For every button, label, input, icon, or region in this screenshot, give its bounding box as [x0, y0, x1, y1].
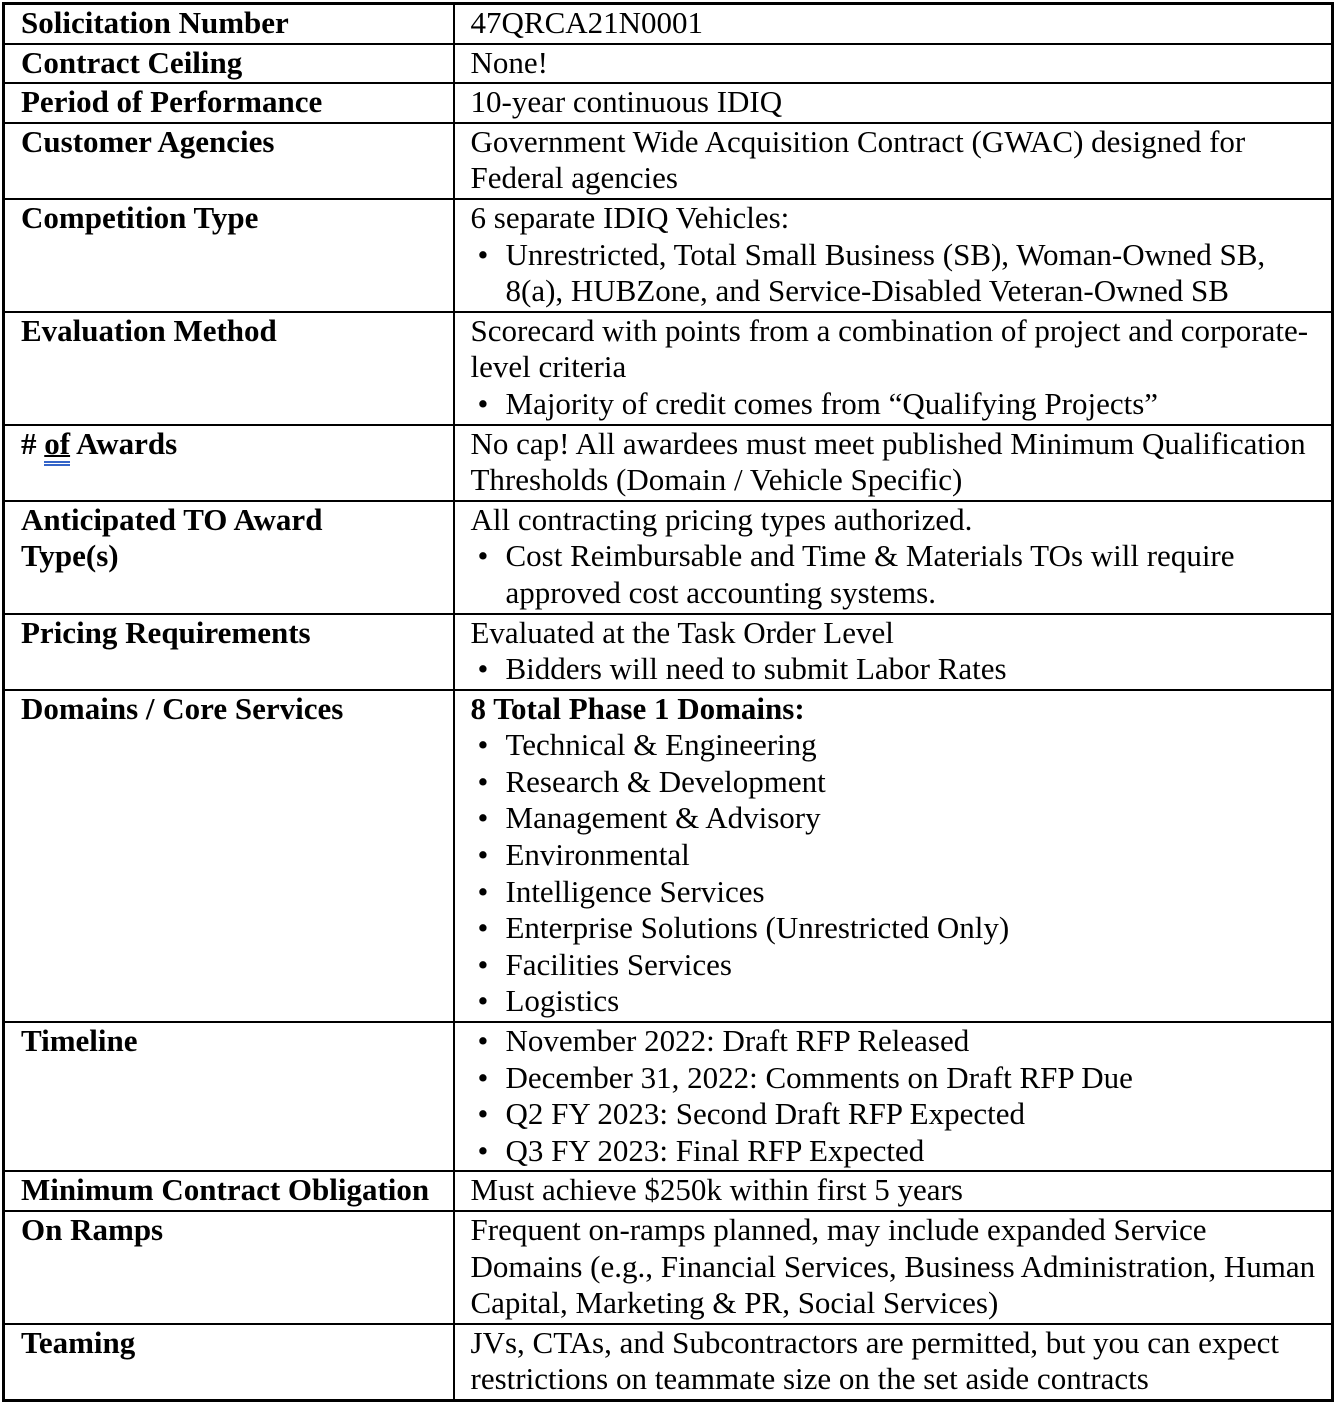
bullet-item	[471, 727, 1324, 764]
bullet-text: Bidders will need to submit Labor Rates	[505, 651, 1007, 687]
value-text: None!	[470, 44, 548, 80]
bullet-text: Cost Reimbursable and Time & Materials TOs will require approved cost accounting systems.	[505, 538, 1235, 610]
row-label-cell	[4, 501, 454, 614]
value-text: All contracting pricing types authorized.	[470, 501, 973, 537]
bullet-icon: •	[477, 538, 489, 574]
row-label-line: Pricing Requirements	[21, 614, 311, 650]
row-label-cell	[4, 1171, 454, 1211]
bullet-item	[471, 237, 1324, 310]
row-label-cell	[4, 312, 454, 425]
grammar-underlined-word: of	[44, 426, 70, 466]
value-text-bold: 8 Total Phase 1 Domains:	[470, 690, 805, 726]
row-label-line: Minimum Contract Obligation	[21, 1172, 430, 1208]
row-label-cell	[4, 1022, 454, 1171]
table-row	[4, 312, 1333, 425]
row-label-cell	[4, 199, 454, 312]
row-value-cell	[454, 312, 1333, 425]
bullet-icon: •	[477, 1132, 489, 1168]
bullet-item	[471, 910, 1324, 947]
row-value-cell	[454, 1211, 1333, 1324]
row-value-cell	[454, 690, 1333, 1022]
row-label-line: Contract Ceiling	[21, 44, 243, 80]
bullet-text: Logistics	[505, 983, 620, 1019]
bullet-icon: •	[477, 385, 489, 421]
value-text: Scorecard with points from a combination of project and corporate-level criteria	[470, 312, 1309, 385]
value-text: Government Wide Acquisition Contract (GWAC) designed for Federal agencies	[470, 123, 1246, 196]
row-label-line: Anticipated TO Award	[21, 501, 323, 537]
value-text: 47QRCA21N0001	[470, 5, 704, 40]
bullet-item	[471, 947, 1324, 984]
row-value-cell	[454, 614, 1333, 690]
table-row	[4, 1211, 1333, 1324]
row-value-cell	[454, 501, 1333, 614]
table-row	[4, 1022, 1333, 1171]
table-row	[4, 199, 1333, 312]
value-text: 6 separate IDIQ Vehicles:	[470, 199, 790, 235]
bullet-icon: •	[477, 910, 489, 946]
value-text: 10-year continuous IDIQ	[470, 84, 783, 120]
row-value-cell	[454, 199, 1333, 312]
bullet-text: Majority of credit comes from “Qualifying Projects”	[505, 385, 1159, 421]
bullet-icon: •	[477, 1023, 489, 1059]
row-value-cell	[454, 425, 1333, 501]
bullet-text: Facilities Services	[505, 946, 732, 982]
bullet-icon: •	[477, 800, 489, 836]
bullet-item	[471, 1096, 1324, 1133]
bullet-icon: •	[477, 763, 489, 799]
solicitation-table-body	[4, 4, 1333, 1401]
bullet-item	[471, 1060, 1324, 1097]
table-row	[4, 690, 1333, 1022]
bullet-item	[471, 386, 1324, 423]
value-text: Evaluated at the Task Order Level	[470, 614, 894, 650]
bullet-text: Q2 FY 2023: Second Draft RFP Expected	[505, 1096, 1025, 1132]
bullet-text: Research & Development	[505, 763, 826, 799]
bullet-item	[471, 874, 1324, 911]
bullet-icon: •	[477, 236, 489, 272]
table-row	[4, 501, 1333, 614]
row-label-cell	[4, 1211, 454, 1324]
bullet-icon: •	[477, 837, 489, 873]
bullet-text: December 31, 2022: Comments on Draft RFP Due	[505, 1059, 1133, 1095]
bullet-item	[471, 983, 1324, 1020]
table-row	[4, 4, 1333, 44]
bullet-text: Environmental	[505, 837, 690, 873]
row-value-cell	[454, 83, 1333, 123]
bullet-text: Enterprise Solutions (Unrestricted Only)	[505, 910, 1010, 946]
table-row	[4, 83, 1333, 123]
row-label-line: Domains / Core Services	[21, 690, 344, 726]
table-row	[4, 425, 1333, 501]
bullet-text: Management & Advisory	[505, 800, 821, 836]
row-label-line: Customer Agencies	[21, 123, 275, 159]
value-text: JVs, CTAs, and Subcontractors are permitted, but you can expect restrictions on teammate size on the set aside contracts	[470, 1324, 1279, 1397]
bullet-text: November 2022: Draft RFP Released	[505, 1023, 970, 1059]
label-text: Awards	[70, 425, 178, 461]
bullet-item	[471, 651, 1324, 688]
row-label-cell	[4, 614, 454, 690]
bullet-item	[471, 764, 1324, 801]
row-value-cell	[454, 123, 1333, 199]
row-value-cell	[454, 1022, 1333, 1171]
row-label-cell	[4, 690, 454, 1022]
row-label-line: Solicitation Number	[21, 5, 289, 40]
bullet-icon: •	[477, 1096, 489, 1132]
row-label-line: Teaming	[21, 1324, 136, 1360]
row-label-line: Evaluation Method	[21, 312, 277, 348]
row-label-line	[21, 426, 445, 463]
value-text: No cap! All awardees must meet published Minimum Qualification Thresholds (Domain / Vehicle Specific)	[470, 425, 1306, 498]
solicitation-summary-table	[2, 2, 1334, 1402]
table-row	[4, 123, 1333, 199]
value-text: Frequent on-ramps planned, may include expanded Service Domains (e.g., Financial Services, Business Administration, Human Capital, Marketing & PR, Social Services)	[470, 1212, 1316, 1321]
table-row	[4, 1171, 1333, 1211]
bullet-icon: •	[477, 727, 489, 763]
table-row	[4, 44, 1333, 84]
document-page	[0, 2, 1334, 1397]
bullet-item	[471, 837, 1324, 874]
bullet-icon: •	[477, 1059, 489, 1095]
bullet-icon: •	[477, 651, 489, 687]
bullet-text: Unrestricted, Total Small Business (SB), Woman-Owned SB, 8(a), HUBZone, and Service-Disabled Veteran-Owned SB	[505, 236, 1266, 309]
bullet-item	[471, 800, 1324, 837]
row-label-line: Competition Type	[21, 199, 259, 235]
row-label-line: On Ramps	[21, 1212, 164, 1247]
bullet-item	[471, 1133, 1324, 1170]
row-label-cell	[4, 4, 454, 44]
row-label-cell	[4, 44, 454, 84]
row-value-cell	[454, 4, 1333, 44]
row-label-line: Timeline	[21, 1023, 138, 1059]
row-label-line: Type(s)	[21, 538, 119, 574]
row-label-cell	[4, 83, 454, 123]
table-row	[4, 614, 1333, 690]
bullet-icon: •	[477, 873, 489, 909]
row-value-cell	[454, 44, 1333, 84]
bullet-icon: •	[477, 983, 489, 1019]
bullet-text: Technical & Engineering	[505, 727, 817, 763]
row-label-cell	[4, 123, 454, 199]
row-label-line: Period of Performance	[21, 84, 323, 120]
bullet-text: Intelligence Services	[505, 873, 765, 909]
value-text: Must achieve $250k within first 5 years	[470, 1172, 963, 1208]
bullet-icon: •	[477, 946, 489, 982]
bullet-text: Q3 FY 2023: Final RFP Expected	[505, 1132, 925, 1168]
bullet-item	[471, 538, 1324, 611]
row-label-cell	[4, 425, 454, 501]
table-row	[4, 1324, 1333, 1401]
row-value-cell	[454, 1324, 1333, 1401]
row-value-cell	[454, 1171, 1333, 1211]
label-text: #	[21, 425, 45, 461]
bullet-item	[471, 1023, 1324, 1060]
row-label-cell	[4, 1324, 454, 1401]
